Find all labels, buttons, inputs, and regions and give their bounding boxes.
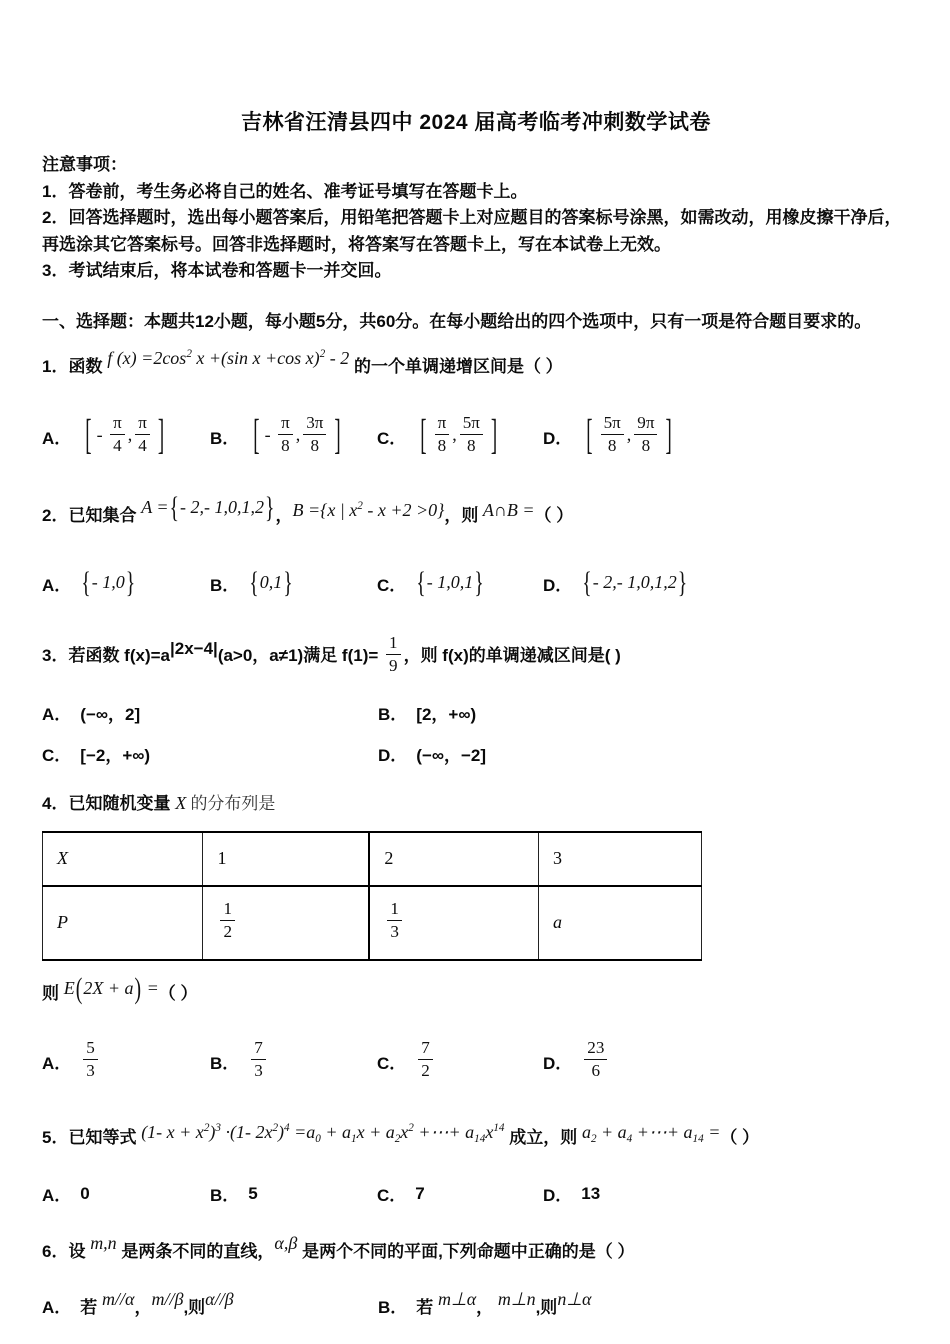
- question-4-expectation: 则 E(2X + a) =（ ）: [42, 972, 198, 1006]
- option-d-label: D．: [543, 429, 573, 448]
- option-a: [42, 1040, 210, 1082]
- option-b-label: B．: [210, 1054, 240, 1074]
- notice-item-2: 2．回答选择题时，选出每小题答案后，用铅笔把答题卡上对应题目的答案标号涂黑，如需改动，用橡皮擦干净后，再选涂其它答案标号。回答非选择题时，将答案写在答题卡上，写在本试卷上无效。: [42, 208, 902, 254]
- table-row-x: [43, 832, 702, 886]
- option-c: [42, 741, 378, 766]
- question-3: [42, 633, 910, 766]
- option-d: [543, 411, 910, 460]
- question-5-options: [42, 1181, 910, 1206]
- option-b-value: $\frac{7}{3}$: [248, 1040, 269, 1082]
- option-a-label: A．: [42, 576, 72, 595]
- option-c: [377, 566, 543, 600]
- option-d-value: {- 2,- 1,0,1,2}: [582, 566, 688, 600]
- question-1: [42, 349, 910, 464]
- notice-item-3: 3．考试结束后，将本试卷和答题卡一并交回。: [42, 261, 392, 280]
- option-d: [543, 566, 910, 600]
- cell-p1: $\frac{1}{2}$: [203, 886, 369, 960]
- notice-section: [42, 152, 910, 285]
- question-5: [42, 1120, 910, 1206]
- notice-item-1: 1．答卷前，考生务必将自己的姓名、准考证号填写在答题卡上。: [42, 181, 528, 201]
- option-b-label: B．: [210, 576, 240, 595]
- option-b: [378, 1288, 910, 1318]
- option-c-value: $\frac{7}{2}$: [415, 1040, 436, 1082]
- option-b-value: [2，+∞): [416, 704, 477, 724]
- notice-heading: 注意事项：: [42, 155, 127, 174]
- option-b-value: 若 m⊥α， m⊥n,则n⊥α: [416, 1288, 592, 1317]
- option-a-value: 0: [80, 1183, 90, 1203]
- option-c-value: 7: [415, 1183, 425, 1203]
- option-b: [210, 411, 377, 460]
- option-c: [377, 1040, 543, 1082]
- option-c-value: [−2，+∞): [80, 745, 151, 765]
- cell-x1: 1: [203, 832, 369, 886]
- option-a: [42, 566, 210, 600]
- option-a-value: 若 m//α，m//β,则α//β: [80, 1288, 234, 1317]
- question-1-options: [42, 410, 910, 464]
- option-d-label: D．: [543, 576, 573, 595]
- option-d: [378, 741, 910, 766]
- option-a-value: $\frac{5}{3}$: [80, 1040, 101, 1082]
- section-heading: 一、选择题：本题共12小题，每小题5分，共60分。在每小题给出的四个选项中，只有一项是符合题目要求的。: [42, 311, 872, 331]
- option-c-label: C．: [42, 745, 72, 765]
- question-2: [42, 491, 910, 605]
- option-d-label: D．: [543, 1185, 573, 1205]
- question-3-options: [42, 700, 910, 766]
- option-b-label: B．: [210, 429, 240, 448]
- cell-x3: 3: [539, 832, 702, 886]
- question-6-stem: 6．设 m,n 是两条不同的直线，α,β 是两个不同的平面,下列命题中正确的是（ ）: [42, 1232, 635, 1261]
- option-b-label: B．: [378, 704, 408, 724]
- question-3-stem: 3．若函数 $f(x)=a^{|2x-4|}(a>0$，a≠1)满足 f(1)= $\frac{1}{9}$ ，则 f(x)的单调递减区间是( ): [42, 633, 621, 675]
- option-d-value: 13: [581, 1183, 601, 1203]
- option-b-value: [ - $\frac{\pi}{8}$ , $\frac{3\pi}{8}$ ]: [253, 411, 341, 460]
- option-a-value: {- 1,0}: [81, 566, 136, 600]
- option-b-value: 5: [248, 1183, 258, 1203]
- cell-x2: 2: [369, 832, 538, 886]
- question-4-options: [42, 1036, 910, 1088]
- option-a: [42, 700, 378, 725]
- option-a: [42, 1181, 210, 1206]
- option-c-label: C．: [377, 1185, 407, 1205]
- option-c-value: [ $\frac{\pi}{8}$ , $\frac{5\pi}{8}$ ]: [420, 411, 498, 460]
- option-d-value: (−∞，−2]: [416, 745, 487, 765]
- cell-p3: a: [539, 886, 702, 960]
- option-a-label: A．: [42, 1054, 72, 1074]
- option-a-value: [ - $\frac{\pi}{4}$ , $\frac{\pi}{4}$ ]: [85, 411, 165, 460]
- question-4: [42, 786, 910, 1088]
- option-d: [543, 1040, 910, 1082]
- question-2-stem: 2．已知集合 A ={- 2,- 1,0,1,2}，B ={x | $x^2 - x +2 >0$}，则 A∩B =（ ）: [42, 491, 574, 525]
- option-a-label: A．: [42, 704, 72, 724]
- option-c: [377, 1181, 543, 1206]
- question-5-stem: 5．已知等式 (1- $x + x^2)^3 \cdot(1-$ $2x^2)^4 =a_0 + a_1x + a_2x^2$ +⋯+ $a_{14}x^{14}$ 成立，则 $a_2 + a_4$ +⋯+ $a_{14}$ =（ ）: [42, 1121, 760, 1147]
- option-c-label: C．: [377, 1054, 407, 1074]
- option-b: [210, 1040, 377, 1082]
- option-c: [377, 411, 543, 460]
- option-c-label: C．: [377, 576, 407, 595]
- cell-p-label: P: [43, 886, 203, 960]
- option-a-label: A．: [42, 1297, 72, 1317]
- question-1-stem: 1．函数 f $(x) =2\cos^2$ x +(sin x +cos x)$^2$ - 2 的一个单调递增区间是（ ）: [42, 347, 563, 376]
- option-b-value: {0,1}: [249, 566, 293, 600]
- option-a: [42, 1288, 378, 1318]
- question-4-stem: 4．已知随机变量 X 的分布列是: [42, 792, 276, 813]
- option-c-label: C．: [377, 429, 407, 448]
- option-b-label: B．: [210, 1185, 240, 1205]
- cell-x-label: X: [43, 832, 203, 886]
- option-a-value: (−∞，2]: [80, 704, 141, 724]
- option-c-value: {- 1,0,1}: [416, 566, 484, 600]
- question-6-options: [42, 1288, 910, 1318]
- option-b-label: B．: [378, 1297, 408, 1317]
- option-d-value: $\frac{23}{6}$: [581, 1040, 610, 1082]
- option-a: [42, 411, 210, 460]
- option-a-label: A．: [42, 1185, 72, 1205]
- exam-title: 吉林省汪清县四中 2024 届高考临考冲刺数学试卷: [241, 111, 711, 134]
- cell-p2: $\frac{1}{3}$: [369, 886, 538, 960]
- distribution-table: [42, 831, 702, 961]
- question-2-options: [42, 563, 910, 605]
- option-d: [543, 1181, 910, 1206]
- option-d-label: D．: [543, 1054, 573, 1074]
- option-b: [210, 1181, 377, 1206]
- option-d-value: [ $\frac{5\pi}{8}$ , $\frac{9\pi}{8}$ ]: [586, 411, 672, 460]
- table-row-p: [43, 886, 702, 960]
- option-b: [210, 566, 377, 600]
- option-b: [378, 700, 910, 725]
- question-6: [42, 1234, 910, 1318]
- option-d-label: D．: [378, 745, 408, 765]
- option-a-label: A．: [42, 429, 72, 448]
